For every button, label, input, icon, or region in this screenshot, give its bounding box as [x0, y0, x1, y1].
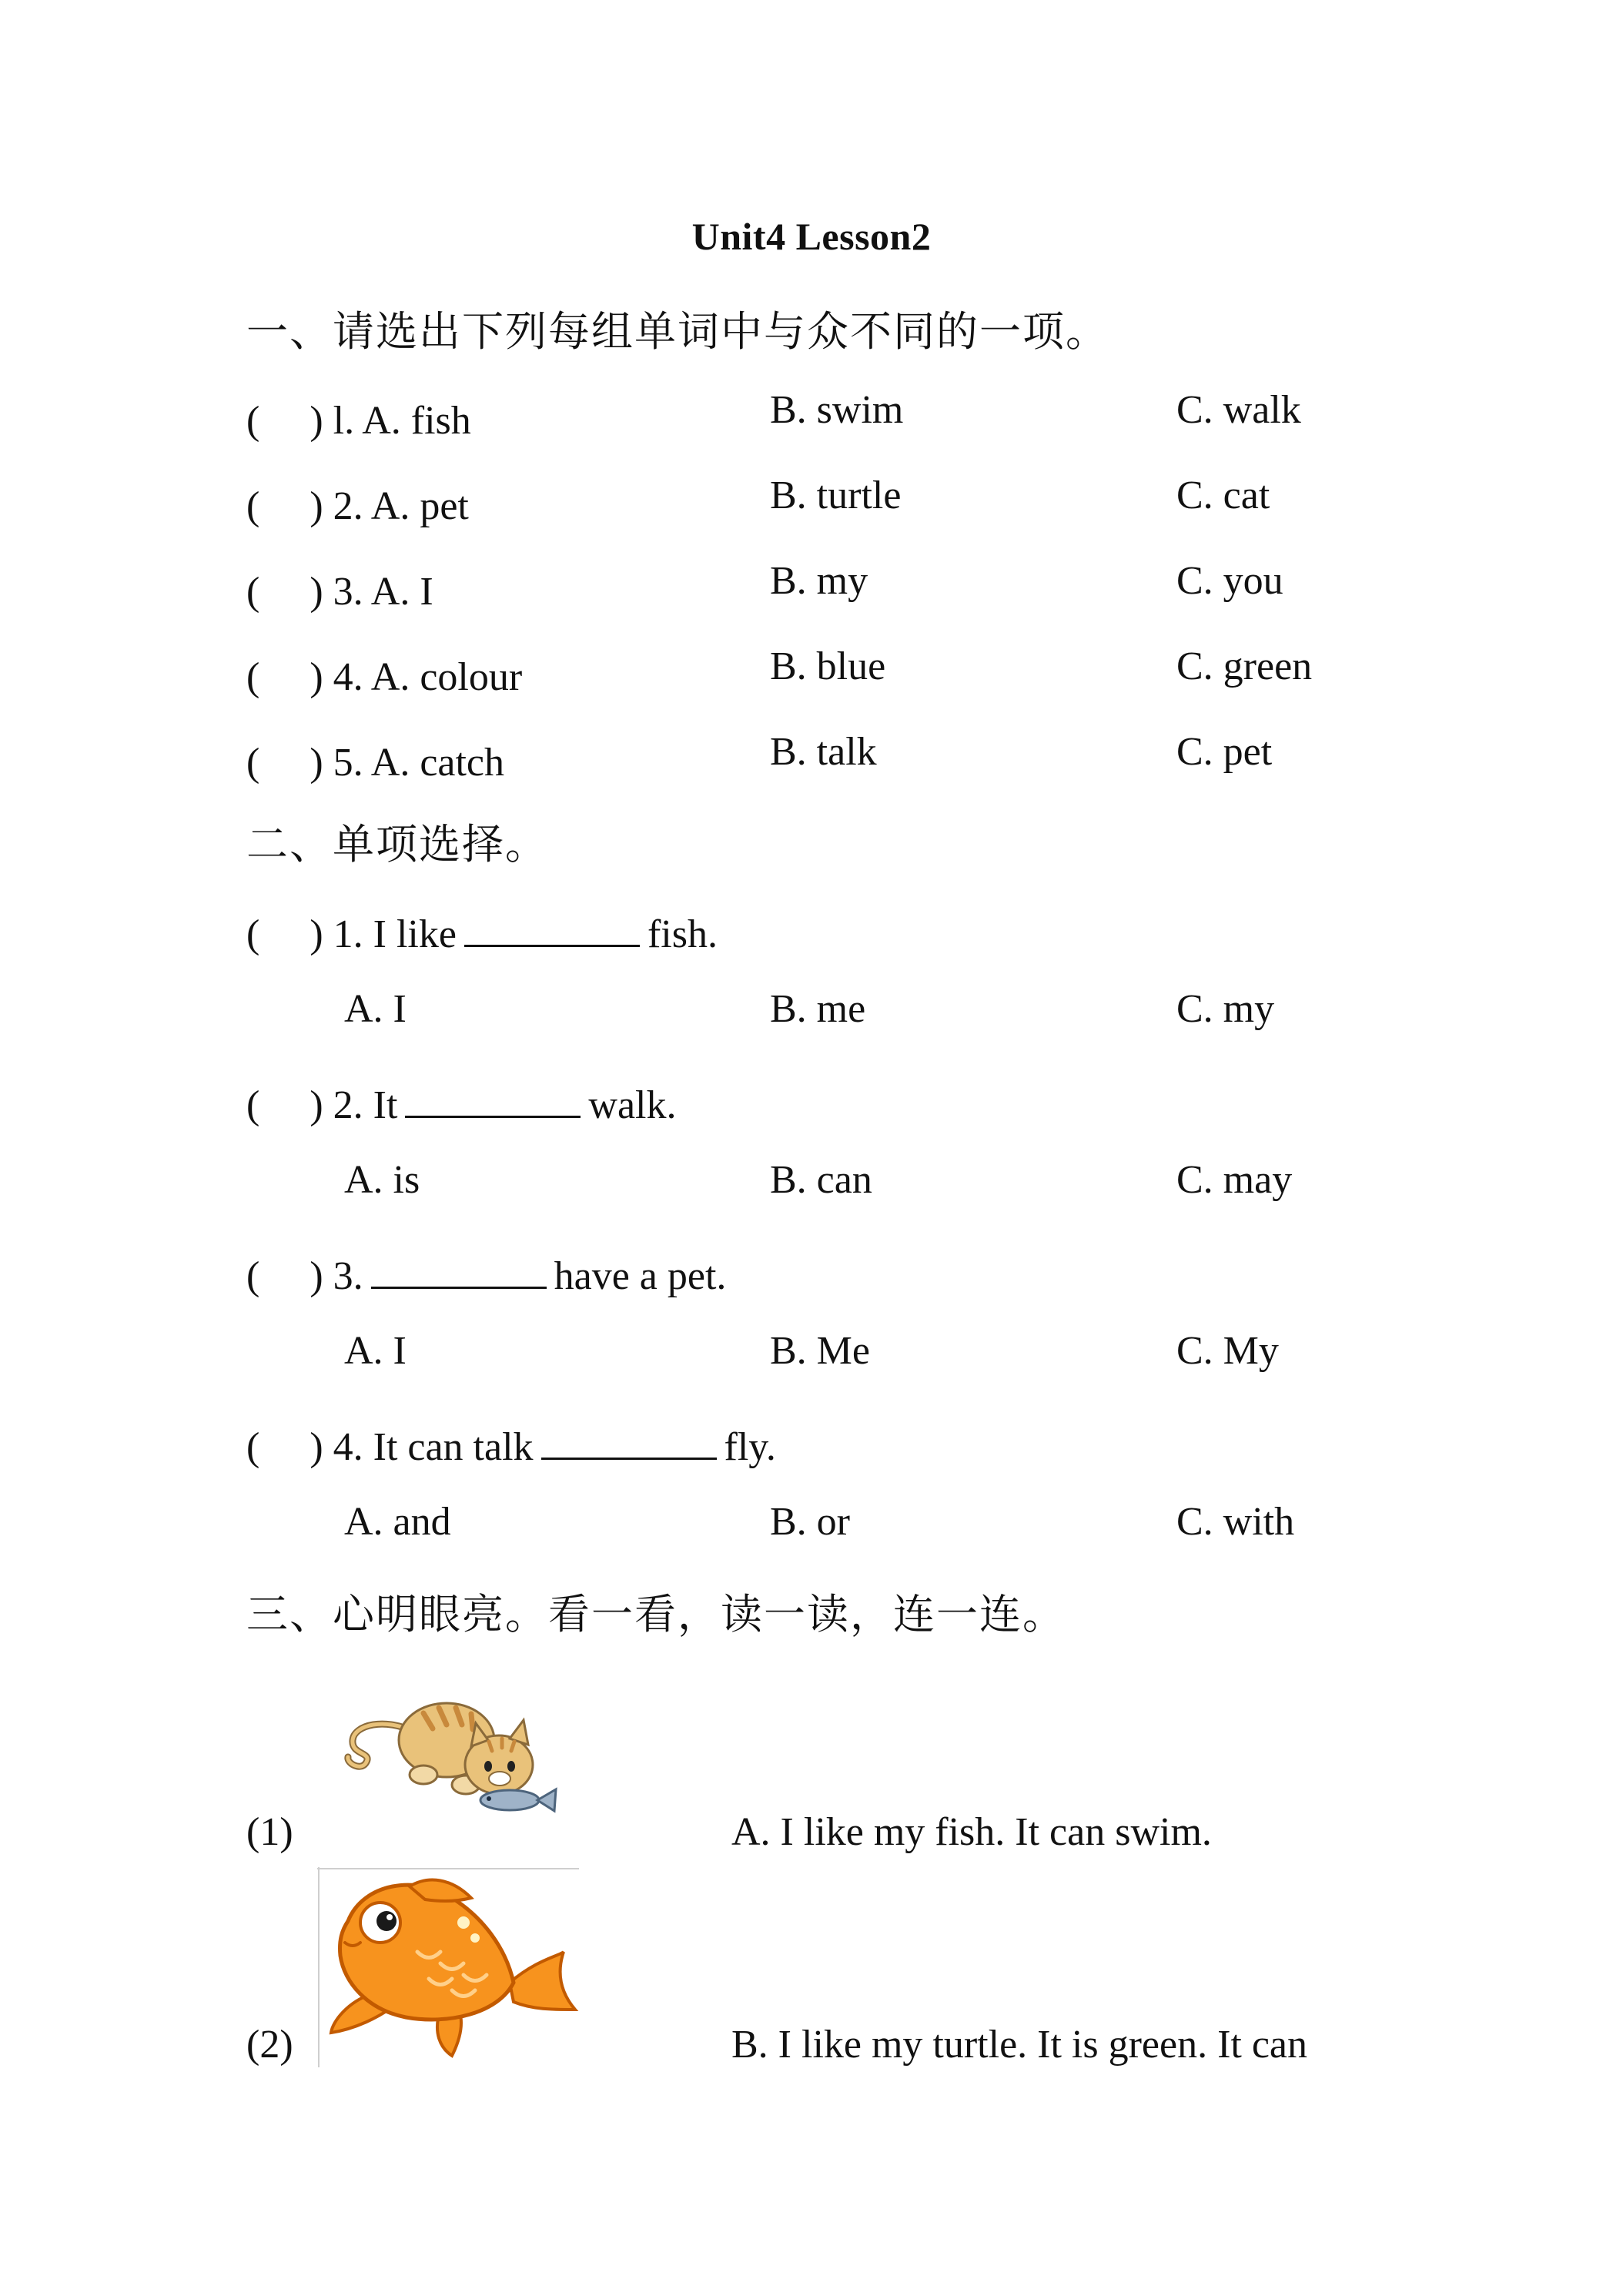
s2-q2-option-c: C. may	[1176, 1158, 1293, 1202]
s2-q4-options	[0, 1499, 1623, 1553]
s2-q4-option-c: C. with	[1176, 1500, 1295, 1544]
s1-item-5-option-b: B. talk	[770, 730, 877, 774]
s2-question-4	[0, 1414, 1623, 1468]
s1-item-4	[0, 644, 1623, 698]
s2-q2-stem: ( ) 2. It	[246, 1083, 398, 1127]
s2-q3-blank	[371, 1256, 547, 1289]
s1-item-1-option-b: B. swim	[770, 388, 904, 432]
section1-heading: 一、请选出下列每组单词中与众不同的一项。	[246, 307, 1109, 356]
s1-item-5-prefix: ( ) 5. A. catch	[246, 741, 505, 785]
s1-item-1	[0, 387, 1623, 441]
s2-q4-stem-end: fly.	[724, 1425, 776, 1469]
s2-q1-stem: ( ) 1. I like	[246, 912, 457, 956]
s2-q3-option-a: A. I	[344, 1329, 407, 1373]
s1-item-2	[0, 473, 1623, 527]
s1-item-1-option-c: C. walk	[1176, 388, 1301, 432]
s2-q3-stem-end: have a pet.	[554, 1254, 727, 1298]
page-title: Unit4 Lesson2	[691, 215, 932, 258]
s2-question-2	[0, 1072, 1623, 1126]
s2-question-1	[0, 901, 1623, 955]
s2-q3-option-c: C. My	[1176, 1329, 1279, 1373]
s1-item-3-option-c: C. you	[1176, 559, 1283, 603]
goldfish-picture	[317, 1867, 579, 2067]
s1-item-3-prefix: ( ) 3. A. I	[246, 570, 433, 614]
s1-item-3	[0, 558, 1623, 612]
s2-q4-option-a: A. and	[344, 1500, 451, 1544]
s1-item-5-option-c: C. pet	[1176, 730, 1273, 774]
s2-q3-options	[0, 1328, 1623, 1382]
s2-question-3	[0, 1243, 1623, 1297]
s1-item-4-option-c: C. green	[1176, 644, 1313, 688]
s2-q2-option-b: B. can	[770, 1158, 872, 1202]
s1-item-4-option-b: B. blue	[770, 644, 886, 688]
section2-heading: 二、单项选择。	[246, 820, 548, 869]
s3-sentence-a: A. I like my fish. It can swim.	[731, 1810, 1212, 1854]
s1-item-1-prefix: ( ) l. A. fish	[246, 399, 471, 443]
s2-q2-stem-end: walk.	[588, 1083, 677, 1127]
s1-item-2-option-b: B. turtle	[770, 474, 902, 517]
s2-q1-option-a: A. I	[344, 987, 407, 1031]
s2-q1-stem-end: fish.	[647, 912, 718, 956]
s2-q4-option-b: B. or	[770, 1500, 850, 1544]
s2-q3-option-b: B. Me	[770, 1329, 870, 1373]
s1-item-3-option-b: B. my	[770, 559, 868, 603]
s1-item-5	[0, 729, 1623, 783]
s3-item-1-number: (1)	[246, 1810, 293, 1854]
cat-eating-fish-picture	[331, 1686, 562, 1825]
s2-q4-blank	[541, 1427, 717, 1460]
s1-item-2-prefix: ( ) 2. A. pet	[246, 484, 469, 528]
s2-q3-stem: ( ) 3.	[246, 1254, 363, 1298]
s3-sentence-b: B. I like my turtle. It is green. It can	[731, 2023, 1308, 2067]
s1-item-4-prefix: ( ) 4. A. colour	[246, 655, 523, 699]
s2-q1-option-c: C. my	[1176, 987, 1275, 1031]
s2-q2-option-a: A. is	[344, 1158, 420, 1202]
s2-q4-stem: ( ) 4. It can talk	[246, 1425, 534, 1469]
s2-q1-option-b: B. me	[770, 987, 866, 1031]
s2-q2-blank	[405, 1085, 581, 1118]
section3-heading: 三、心明眼亮。看一看，读一读，连一连。	[246, 1590, 1066, 1638]
s2-q1-blank	[464, 914, 640, 947]
s2-q2-options	[0, 1157, 1623, 1211]
s2-q1-options	[0, 986, 1623, 1040]
s3-item-2-number: (2)	[246, 2023, 293, 2067]
s1-item-2-option-c: C. cat	[1176, 474, 1270, 517]
